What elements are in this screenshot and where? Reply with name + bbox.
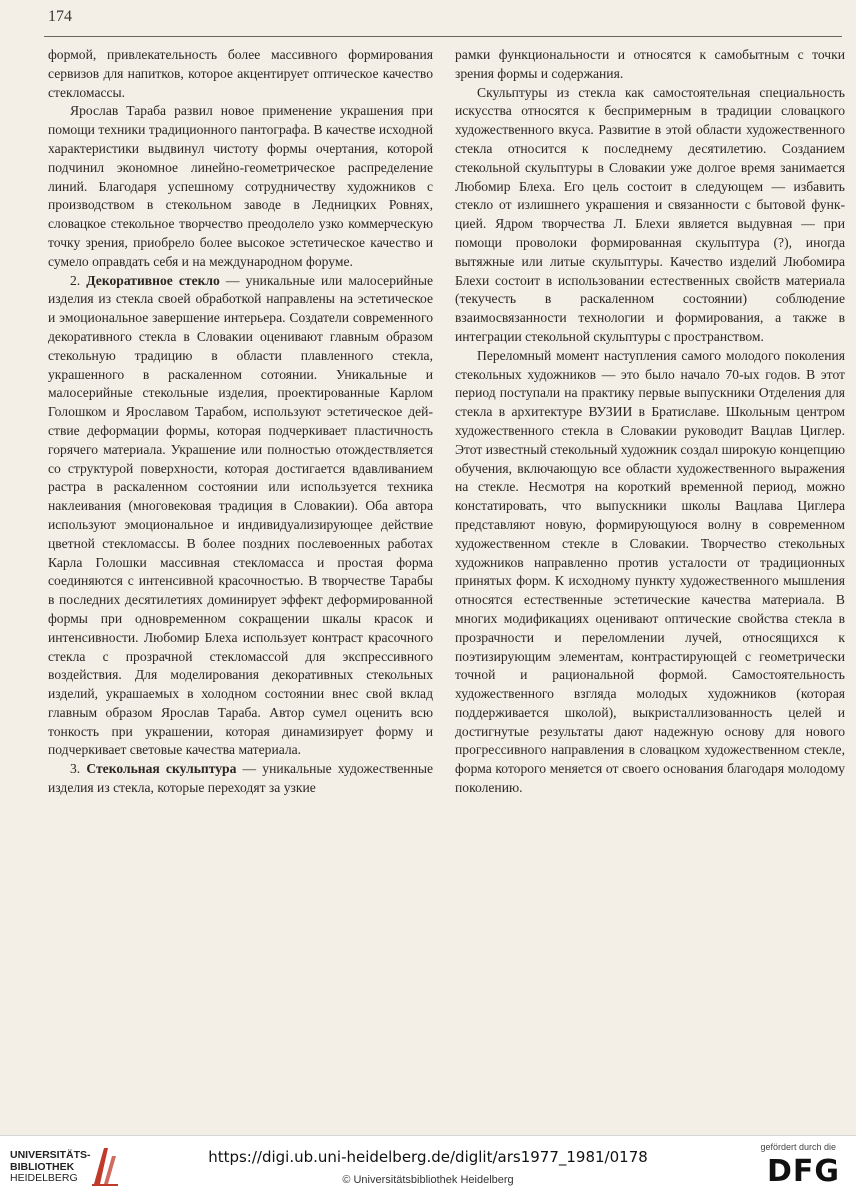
permalink-url[interactable]: https://digi.ub.uni-heidelberg.de/diglit/ars1977_1981/0178 — [208, 1148, 648, 1166]
section-heading: Декоративное стекло — [86, 272, 220, 288]
section-number: 2. — [70, 272, 87, 288]
library-name-line2: BIBLIOTHEK — [10, 1160, 75, 1173]
paragraph — [48, 102, 433, 271]
header-rule — [44, 36, 842, 37]
paragraph — [48, 272, 433, 761]
paragraph — [455, 46, 845, 84]
paragraph-text: формой, привлекательность более массивного формирования сервизов для напитков, которое акцентирует оптическое качество стекломассы. — [48, 47, 433, 100]
copyright-notice: © Universitätsbibliothek Heidelberg — [342, 1174, 514, 1186]
section-heading: Стекольная скульптура — [86, 761, 237, 777]
page-number: 174 — [48, 8, 72, 25]
funder-caption: gefördert durch die — [760, 1142, 836, 1152]
paragraph-text: Ярослав Тараба развил новое применение украшения при помощи техники традиционного пантографа. В качестве исходной характеристики выдвинул чистоту формы очертания, которой подчинил экономное линейно-геометрическое распределение линий. Благодаря успешному сотрудничеству художников с производством в стекольном заводе в Ледницких Ровнях, словацкое стекольное творчество преодолело узко коммерческую точку зрения, приобрело более высокое эстетическое качество и сумело оправдать себя и на международном форуме. — [48, 103, 433, 269]
viewer-footer — [0, 1135, 856, 1196]
paragraph-text: — уникальные художественные изделия из стекла, которые переходят за узкие — [48, 761, 434, 796]
paragraph — [48, 760, 433, 798]
paragraph-text: — уникальные или малосерийные изделия из стекла своей обработкой направлены на эстетическое и эмоциональное завершение интерьера. Создатели современного декоративного стекла в Словакии оценивают главным образом стекольную традицию в области плавленного стекла, украшенного в раскаленном сотоянии. Уникальные и малосерийные стекольные изделия, проектированные Карлом Голошком и Ярославом Тарабом, используют эстетическое действие деформации формы, которая подчеркивает пластичность горячего материала. Украшение или полностью отождествляется со структурой поверхности, которая достигается вдавливанием растра в раскаленном состоянии или используется техника наклеивания (многовековая традиция в Словакии). Оба автора используют эмоциональное и индивидуализирующее действие цветной стекломассы. В более поздних послевоенных работах Карла Голошки массивная стекломасса и простая форма соединяются с интенсивной красочностью. В творчестве Тарабы в последних десятилетиях доминирует эффект деформированной формы при одновременном сокращении шкалы красок и интенсивности. Любомир Блеха использует контраст красочного стекла с прозрачной стекломассой для экспрессивного воздействия. Для моделирования декоративных стекольных изделий, украшаемых в холодном состоянии внес свой вклад главным образом Ярослав Тараба. Автор сумел оценить всю тонкость при украшении, которая динамизирует форму и подчеркивает световые качества материала. — [48, 272, 433, 758]
paragraph — [48, 46, 433, 102]
dfg-logo: DFG — [766, 1154, 840, 1189]
paragraph-text: рамки функциональности и относятся к самобытным с точки зрения формы и содержания. — [455, 47, 845, 81]
library-name-line1: UNIVERSITÄTS- — [10, 1149, 91, 1161]
paragraph-text: Скульптуры из стекла как самостоятельная специальность искусства относятся к беспримерным в традиции словацкого художественного вкуса. Развитие в этой области художественного стекла относится к последнему десятилетию. Созданием стекольной скульптуры в Словакии уже долгое время занимается Любомир Блеха. Его цель состоит в следующем — избавить стекло от излишнего украшения и связанности с бытовой функцией. Ядром творчества Л. Блехи является выдувная — при помощи проволоки формированная скульптура (?), иногда вытяжные или литые скульптуры. Качество изделий Любомира Блехи состоит в использовании естественных свойств материала (текучесть в раскаленном состоянии) соблюдение взаимосвязанности технологии и формирования, а также в интеграции стекольной скульптуры с пространством. — [455, 84, 845, 344]
library-name-line3: HEIDELBERG — [10, 1172, 78, 1184]
section-number: 3. — [70, 761, 87, 777]
paragraph — [455, 347, 845, 798]
paragraph — [455, 84, 845, 347]
left-text-column — [48, 46, 433, 798]
right-text-column — [455, 46, 845, 798]
paragraph-text: Переломный момент наступления самого молодого поколения стекольных художников — это было начало 70-ых годов. В этот период поступали на практику первые выпускники Отделения для стекла в архитектуре ВУЗИИ в Братиславе. Школьным центром художественного стекла в Словакии руководит Вацлав Циглер. Этот известный стекольный художник создал широкую концепцию обучения, включающую все области художественного выражения на стекле. Несмотря на короткий временной период, можно констатировать, что выпускники школы Вацлава Циглера представляют новую, формирующуюся волну в современном художественном стекле в Словакии. Творчество стекольных художников направленно против усталости от традиционных принятых форм. К исходному пункту художественного мышления относятся естественные эстетические качества материала. В многих модификациях оценивают оптические свойства стекла в прозрачности и переломлении лучей, относящихся к поэтизирующим элементам, контрастирующей с геометрически точной и рациональной формой. Самостоятельность художественного взгляда молодых художников (которая поддерживается школой), выкристаллизованность целей и достигнутые результаты дают надежную основу для нового прогрессивного направления в словацком художественном стекле, форма которого меняется от своего основания благодаря молодому поколению. — [455, 347, 845, 796]
